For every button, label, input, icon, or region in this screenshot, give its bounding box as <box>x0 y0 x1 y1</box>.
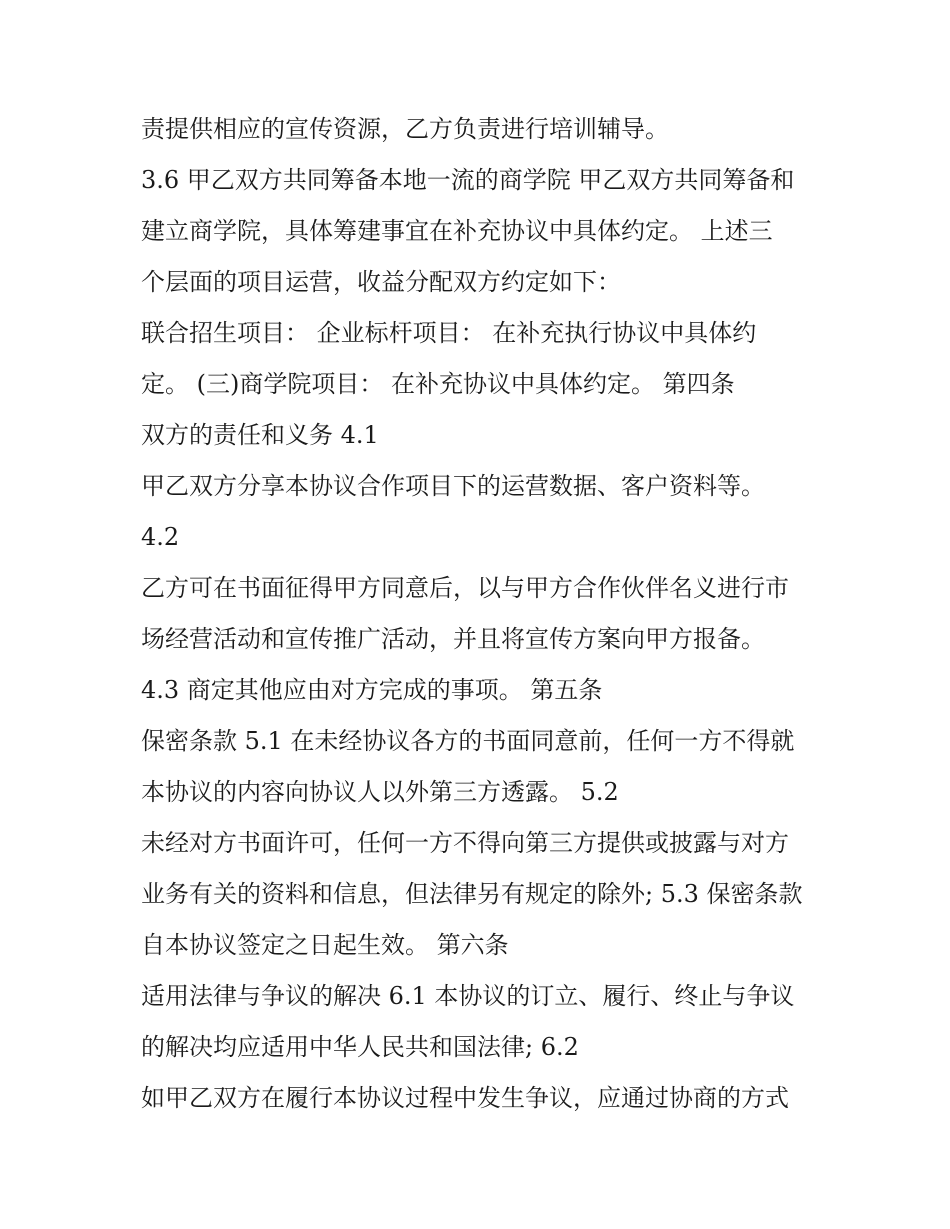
text-line: 场经营活动和宣传推广活动，并且将宣传方案向甲方报备。 <box>141 625 765 653</box>
text-line: 联合招生项目： 企业标杆项目： 在补充执行协议中具体约 <box>141 319 757 347</box>
text-line: 4.3 商定其他应由对方完成的事项。 第五条 <box>141 676 603 704</box>
text-line: 如甲乙双方在履行本协议过程中发生争议，应通过协商的方式 <box>141 1084 789 1112</box>
text-line: 保密条款 5.1 在未经协议各方的书面同意前，任何一方不得就 <box>141 727 795 755</box>
text-line: 个层面的项目运营，收益分配双方约定如下： <box>141 268 621 296</box>
text-line: 自本协议签定之日起生效。 第六条 <box>141 931 509 959</box>
text-line: 本协议的内容向协议人以外第三方透露。 5.2 <box>141 778 619 806</box>
text-line: 的解决均应适用中华人民共和国法律; 6.2 <box>141 1033 579 1061</box>
text-line: 定。 (三)商学院项目： 在补充协议中具体约定。 第四条 <box>141 370 735 398</box>
text-line: 4.2 <box>141 523 180 551</box>
text-line: 建立商学院，具体筹建事宜在补充协议中具体约定。 上述三 <box>141 217 773 245</box>
text-line: 责提供相应的宣传资源，乙方负责进行培训辅导。 <box>141 115 669 143</box>
text-line: 未经对方书面许可，任何一方不得向第三方提供或披露与对方 <box>141 829 789 857</box>
text-line: 乙方可在书面征得甲方同意后，以与甲方合作伙伴名义进行市 <box>141 574 789 602</box>
text-line: 甲乙双方分享本协议合作项目下的运营数据、客户资料等。 <box>141 472 765 500</box>
document-body <box>141 104 821 1124</box>
text-line: 业务有关的资料和信息，但法律另有规定的除外; 5.3 保密条款 <box>141 880 803 908</box>
text-line: 双方的责任和义务 4.1 <box>141 421 379 449</box>
text-line: 适用法律与争议的解决 6.1 本协议的订立、履行、终止与争议 <box>141 982 795 1010</box>
text-line: 3.6 甲乙双方共同筹备本地一流的商学院 甲乙双方共同筹备和 <box>141 166 795 194</box>
